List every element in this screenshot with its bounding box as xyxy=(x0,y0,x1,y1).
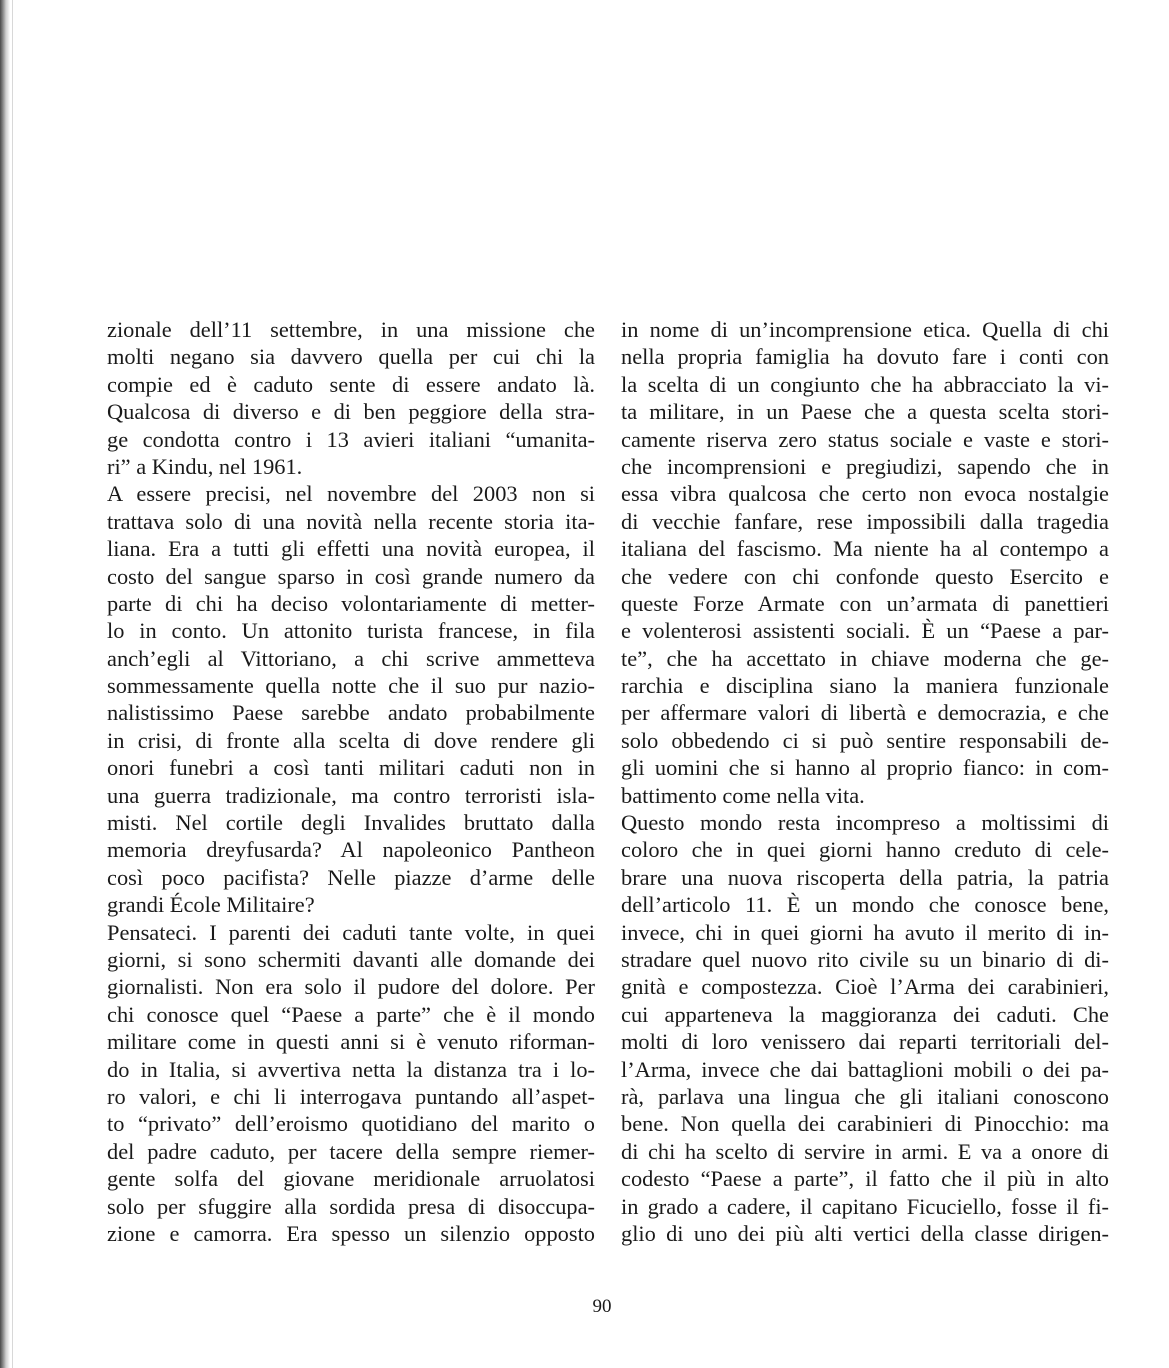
text-line: codesto “Paese a parte”, il fatto che il più in alto xyxy=(621,1166,1109,1192)
text-line: parte di chi ha deciso volontariamente di metter- xyxy=(107,590,595,616)
text-line: che incomprensioni e pregiudizi, sapendo che in xyxy=(621,453,1109,479)
text-line: cui apparteneva la maggioranza dei caduti. Che xyxy=(621,1001,1109,1027)
page-binding-edge xyxy=(12,0,13,1368)
text-line: per affermare valori di libertà e democrazia, e che xyxy=(621,700,1109,726)
text-line: Pensateci. I parenti dei caduti tante volte, in quei xyxy=(107,919,595,945)
text-column-right xyxy=(621,316,1109,1247)
text-line: giornalisti. Non era solo il pudore del dolore. Per xyxy=(107,974,595,1000)
text-line: ro valori, e chi li interrogava puntando all’aspet- xyxy=(107,1083,595,1109)
text-line: to “privato” dell’eroismo quotidiano del marito o xyxy=(107,1111,595,1137)
text-line: del padre caduto, per tacere della sempre riemer- xyxy=(107,1138,595,1164)
text-line: zionale dell’11 settembre, in una missione che xyxy=(107,317,595,342)
text-line: in grado a cadere, il capitano Ficuciello, fosse il fi- xyxy=(621,1193,1109,1219)
text-line: di vecchie fanfare, rese impossibili dalla tragedia xyxy=(621,508,1109,534)
page-number: 90 xyxy=(592,1296,612,1317)
text-line: ge condotta contro i 13 avieri italiani “umanita- xyxy=(107,426,595,452)
text-line: nella propria famiglia ha dovuto fare i conti con xyxy=(621,344,1109,370)
text-line: gnità e compostezza. Cioè l’Arma dei carabinieri, xyxy=(621,974,1109,1000)
text-line: coloro che in quei giorni hanno creduto di cele- xyxy=(621,837,1109,863)
text-line: di chi ha scelto di servire in armi. E va a onore di xyxy=(621,1138,1109,1164)
text-line: gente solfa del giovane meridionale arruolatosi xyxy=(107,1166,595,1192)
text-line: la scelta di un congiunto che ha abbracciato la vi- xyxy=(621,371,1109,397)
text-line: molti di loro venissero dai reparti territoriali del- xyxy=(621,1029,1109,1055)
text-line: militare come in questi anni si è venuto riforman- xyxy=(107,1029,595,1055)
text-line: stradare quel nuovo rito civile su un binario di di- xyxy=(621,946,1109,972)
text-line: glio di uno dei più alti vertici della classe dirigen- xyxy=(621,1220,1109,1246)
text-line: dell’articolo 11. È un mondo che conosce bene, xyxy=(621,892,1109,918)
text-line: sommessamente quella notte che il suo pur nazio- xyxy=(107,673,595,699)
text-line: ta militare, in un Paese che a questa scelta stori- xyxy=(621,399,1109,425)
text-line: memoria dreyfusarda? Al napoleonico Pantheon xyxy=(107,837,595,863)
text-column-left xyxy=(107,316,595,1247)
text-line: liana. Era a tutti gli effetti una novità europea, il xyxy=(107,536,595,562)
page-binding-shadow xyxy=(0,0,10,1368)
text-line: in nome di un’incomprensione etica. Quella di chi xyxy=(621,317,1109,342)
text-line: giorni, si sono schermiti davanti alle domande dei xyxy=(107,946,595,972)
text-line: gli uomini che si hanno al proprio fianco: in com- xyxy=(621,755,1109,781)
text-line: grandi École Militaire? xyxy=(107,892,315,918)
text-line: nalistissimo Paese sarebbe andato probabilmente xyxy=(107,700,595,726)
text-line: solo obbedendo ci si può sentire responsabili de- xyxy=(621,727,1109,753)
text-line: misti. Nel cortile degli Invalides bruttato dalla xyxy=(107,810,595,836)
text-line: essa vibra qualcosa che certo non evoca nostalgie xyxy=(621,481,1109,507)
text-line: brare una nuova riscoperta della patria, la patria xyxy=(621,864,1109,890)
text-line: costo del sangue sparso in così grande numero da xyxy=(107,563,595,589)
text-line: bene. Non quella dei carabinieri di Pinocchio: ma xyxy=(621,1111,1109,1137)
text-line: queste Forze Armate con un’armata di panettieri xyxy=(621,590,1109,616)
text-line: A essere precisi, nel novembre del 2003 non si xyxy=(107,481,595,507)
text-line: Questo mondo resta incompreso a moltissimi di xyxy=(621,810,1109,836)
text-line: così poco pacifista? Nelle piazze d’arme delle xyxy=(107,864,595,890)
text-line: compie ed è caduto sente di essere andato là. xyxy=(107,371,595,397)
text-line: invece, chi in quei giorni ha avuto il merito di in- xyxy=(621,919,1109,945)
text-line: anch’egli al Vittoriano, a chi scrive ammetteva xyxy=(107,645,595,671)
text-line: chi conosce quel “Paese a parte” che è il mondo xyxy=(107,1001,595,1027)
text-line: onori funebri a così tanti militari caduti non in xyxy=(107,755,595,781)
text-line: molti negano sia davvero quella per cui chi la xyxy=(107,344,595,370)
text-line: e volenterosi assistenti sociali. È un “Paese a par- xyxy=(621,618,1109,644)
text-line: rarchia e disciplina siano la maniera funzionale xyxy=(621,673,1109,699)
text-line: che vedere con chi confonde questo Esercito e xyxy=(621,563,1109,589)
text-line: solo per sfuggire alla sordida presa di disoccupa- xyxy=(107,1193,595,1219)
text-line: lo in conto. Un attonito turista francese, in fila xyxy=(107,618,595,644)
text-line: trattava solo di una novità nella recente storia ita- xyxy=(107,508,595,534)
text-line: l’Arma, invece che dai battaglioni mobili o dei pa- xyxy=(621,1056,1109,1082)
text-line: camente riserva zero status sociale e vaste e stori- xyxy=(621,426,1109,452)
text-line: Qualcosa di diverso e di ben peggiore della stra- xyxy=(107,399,595,425)
text-line: in crisi, di fronte alla scelta di dove rendere gli xyxy=(107,727,595,753)
text-line: una guerra tradizionale, ma contro terroristi isla- xyxy=(107,782,595,808)
text-line: battimento come nella vita. xyxy=(621,782,865,808)
text-line: italiana del fascismo. Ma niente ha al contempo a xyxy=(621,536,1109,562)
text-line: te”, che ha accettato in chiave moderna che ge- xyxy=(621,645,1109,671)
text-line: do in Italia, si avvertiva netta la distanza tra i lo- xyxy=(107,1056,595,1082)
text-line: rà, parlava una lingua che gli italiani conoscono xyxy=(621,1083,1109,1109)
text-line: ri” a Kindu, nel 1961. xyxy=(107,453,303,479)
text-line: zione e camorra. Era spesso un silenzio opposto xyxy=(107,1220,595,1246)
